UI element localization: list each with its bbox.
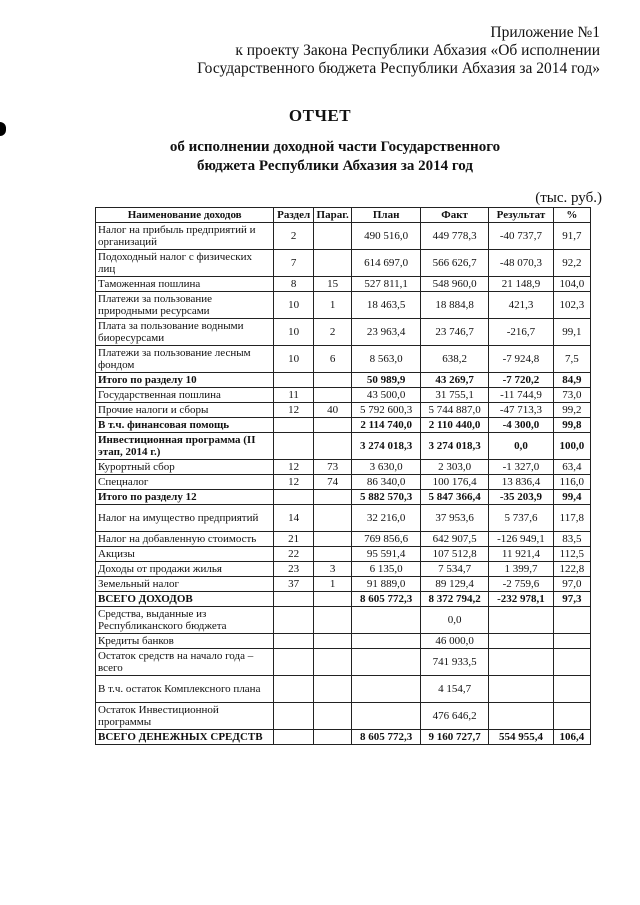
- cell-plan: 527 811,1: [352, 277, 420, 292]
- table-row: [96, 460, 591, 475]
- annex-line-3: Государственного бюджета Республики Абхазия за 2014 год»: [197, 60, 600, 77]
- cell-fact: 43 269,7: [420, 373, 488, 388]
- cell-fact: 638,2: [420, 346, 488, 373]
- units-label: (тыс. руб.): [535, 190, 602, 206]
- cell-razdel: [274, 649, 313, 676]
- cell-pct: 99,1: [553, 319, 590, 346]
- cell-result: 11 921,4: [489, 547, 553, 562]
- cell-result: 21 148,9: [489, 277, 553, 292]
- cell-razdel: [274, 634, 313, 649]
- cell-parag: [313, 388, 352, 403]
- cell-fact: 46 000,0: [420, 634, 488, 649]
- cell-pct: [553, 676, 590, 703]
- cell-pct: 63,4: [553, 460, 590, 475]
- cell-fact: 31 755,1: [420, 388, 488, 403]
- income-table: [95, 207, 591, 745]
- cell-parag: [313, 547, 352, 562]
- cell-pct: 7,5: [553, 346, 590, 373]
- cell-pct: 100,0: [553, 433, 590, 460]
- cell-razdel: [274, 592, 313, 607]
- cell-fact: 566 626,7: [420, 250, 488, 277]
- cell-result: [489, 703, 553, 730]
- cell-parag: [313, 649, 352, 676]
- table-row: [96, 277, 591, 292]
- cell-plan: 5 792 600,3: [352, 403, 420, 418]
- cell-pct: [553, 607, 590, 634]
- cell-pct: 99,4: [553, 490, 590, 505]
- col-header-razdel: Раздел: [274, 208, 313, 223]
- cell-razdel: 11: [274, 388, 313, 403]
- report-subtitle: [85, 138, 585, 176]
- table-row: [96, 505, 591, 532]
- cell-fact: 7 534,7: [420, 562, 488, 577]
- cell-name: Прочие налоги и сборы: [96, 403, 274, 418]
- cell-plan: 91 889,0: [352, 577, 420, 592]
- cell-pct: 83,5: [553, 532, 590, 547]
- cell-parag: [313, 373, 352, 388]
- cell-razdel: 23: [274, 562, 313, 577]
- table-row: [96, 346, 591, 373]
- col-header-fact: Факт: [420, 208, 488, 223]
- table-row: [96, 319, 591, 346]
- cell-fact: 741 933,5: [420, 649, 488, 676]
- cell-fact: 9 160 727,7: [420, 730, 488, 745]
- table-row: [96, 703, 591, 730]
- cell-plan: 86 340,0: [352, 475, 420, 490]
- cell-parag: 6: [313, 346, 352, 373]
- cell-pct: 73,0: [553, 388, 590, 403]
- cell-parag: [313, 223, 352, 250]
- cell-parag: [313, 592, 352, 607]
- cell-razdel: 21: [274, 532, 313, 547]
- cell-name: Кредиты банков: [96, 634, 274, 649]
- cell-parag: [313, 250, 352, 277]
- table-row: [96, 649, 591, 676]
- cell-razdel: 22: [274, 547, 313, 562]
- cell-parag: 15: [313, 277, 352, 292]
- cell-plan: 8 605 772,3: [352, 730, 420, 745]
- cell-result: -40 737,7: [489, 223, 553, 250]
- cell-result: -2 759,6: [489, 577, 553, 592]
- cell-plan: 43 500,0: [352, 388, 420, 403]
- cell-result: -7 924,8: [489, 346, 553, 373]
- cell-name: Подоходный налог с физических лиц: [96, 250, 274, 277]
- table-row: [96, 577, 591, 592]
- cell-name: Курортный сбор: [96, 460, 274, 475]
- cell-razdel: [274, 418, 313, 433]
- cell-plan: 6 135,0: [352, 562, 420, 577]
- annex-header: [197, 24, 600, 78]
- cell-fact: 642 907,5: [420, 532, 488, 547]
- cell-parag: 73: [313, 460, 352, 475]
- cell-parag: [313, 703, 352, 730]
- cell-plan: 8 563,0: [352, 346, 420, 373]
- cell-plan: 8 605 772,3: [352, 592, 420, 607]
- cell-result: 13 836,4: [489, 475, 553, 490]
- cell-fact: 449 778,3: [420, 223, 488, 250]
- cell-name: Итого по разделу 10: [96, 373, 274, 388]
- cell-parag: [313, 418, 352, 433]
- cell-pct: 112,5: [553, 547, 590, 562]
- table-row: [96, 730, 591, 745]
- cell-pct: 122,8: [553, 562, 590, 577]
- cell-name: Платежи за пользование лесным фондом: [96, 346, 274, 373]
- cell-parag: 2: [313, 319, 352, 346]
- cell-razdel: 7: [274, 250, 313, 277]
- table-row: [96, 547, 591, 562]
- cell-result: [489, 634, 553, 649]
- cell-pct: 106,4: [553, 730, 590, 745]
- cell-plan: [352, 703, 420, 730]
- cell-razdel: 2: [274, 223, 313, 250]
- cell-plan: 614 697,0: [352, 250, 420, 277]
- cell-razdel: 12: [274, 403, 313, 418]
- cell-name: Доходы от продажи жилья: [96, 562, 274, 577]
- cell-plan: 490 516,0: [352, 223, 420, 250]
- cell-razdel: 10: [274, 346, 313, 373]
- table-row: [96, 490, 591, 505]
- cell-name: Налог на добавленную стоимость: [96, 532, 274, 547]
- cell-result: -7 720,2: [489, 373, 553, 388]
- cell-razdel: [274, 607, 313, 634]
- cell-fact: 100 176,4: [420, 475, 488, 490]
- report-title: ОТЧЕТ: [288, 106, 352, 125]
- cell-plan: [352, 607, 420, 634]
- col-header-name: Наименование доходов: [96, 208, 274, 223]
- cell-fact: 3 274 018,3: [420, 433, 488, 460]
- cell-parag: [313, 607, 352, 634]
- cell-pct: 91,7: [553, 223, 590, 250]
- table-row: [96, 634, 591, 649]
- cell-razdel: 14: [274, 505, 313, 532]
- cell-pct: [553, 649, 590, 676]
- cell-result: 421,3: [489, 292, 553, 319]
- cell-razdel: 10: [274, 319, 313, 346]
- cell-pct: 117,8: [553, 505, 590, 532]
- cell-name: ВСЕГО ДОХОДОВ: [96, 592, 274, 607]
- cell-plan: 5 882 570,3: [352, 490, 420, 505]
- cell-name: Инвестиционная программа (II этап, 2014 г.): [96, 433, 274, 460]
- table-row: [96, 418, 591, 433]
- cell-plan: 769 856,6: [352, 532, 420, 547]
- table-row: [96, 403, 591, 418]
- cell-fact: 107 512,8: [420, 547, 488, 562]
- cell-result: [489, 607, 553, 634]
- cell-plan: 32 216,0: [352, 505, 420, 532]
- table-row: [96, 373, 591, 388]
- cell-parag: 40: [313, 403, 352, 418]
- subtitle-line-2: бюджета Республики Абхазия за 2014 год: [197, 158, 473, 174]
- cell-fact: 18 884,8: [420, 292, 488, 319]
- cell-plan: 95 591,4: [352, 547, 420, 562]
- cell-plan: 3 630,0: [352, 460, 420, 475]
- cell-fact: 8 372 794,2: [420, 592, 488, 607]
- cell-fact: 548 960,0: [420, 277, 488, 292]
- cell-pct: 92,2: [553, 250, 590, 277]
- cell-result: -126 949,1: [489, 532, 553, 547]
- cell-razdel: [274, 373, 313, 388]
- cell-fact: 2 303,0: [420, 460, 488, 475]
- cell-razdel: 10: [274, 292, 313, 319]
- cell-fact: 5 744 887,0: [420, 403, 488, 418]
- cell-name: Налог на прибыль предприятий и организаций: [96, 223, 274, 250]
- cell-razdel: [274, 676, 313, 703]
- cell-pct: 116,0: [553, 475, 590, 490]
- cell-result: -216,7: [489, 319, 553, 346]
- annex-line-2: к проекту Закона Республики Абхазия «Об исполнении: [235, 42, 600, 59]
- cell-plan: [352, 634, 420, 649]
- cell-result: 554 955,4: [489, 730, 553, 745]
- cell-fact: 23 746,7: [420, 319, 488, 346]
- cell-pct: 102,3: [553, 292, 590, 319]
- col-header-pct: %: [553, 208, 590, 223]
- cell-parag: [313, 433, 352, 460]
- cell-name: Итого по разделу 12: [96, 490, 274, 505]
- cell-parag: 74: [313, 475, 352, 490]
- cell-name: Плата за пользование водными биоресурсами: [96, 319, 274, 346]
- cell-name: ВСЕГО ДЕНЕЖНЫХ СРЕДСТВ: [96, 730, 274, 745]
- cell-razdel: 8: [274, 277, 313, 292]
- cell-result: 5 737,6: [489, 505, 553, 532]
- table-row: [96, 592, 591, 607]
- cell-fact: 0,0: [420, 607, 488, 634]
- cell-razdel: [274, 703, 313, 730]
- cell-razdel: 12: [274, 475, 313, 490]
- cell-result: -232 978,1: [489, 592, 553, 607]
- cell-parag: [313, 730, 352, 745]
- cell-plan: 23 963,4: [352, 319, 420, 346]
- table-row: [96, 676, 591, 703]
- cell-result: [489, 676, 553, 703]
- table-row: [96, 292, 591, 319]
- cell-pct: [553, 634, 590, 649]
- cell-result: -47 713,3: [489, 403, 553, 418]
- cell-fact: 5 847 366,4: [420, 490, 488, 505]
- cell-pct: 97,3: [553, 592, 590, 607]
- cell-plan: 3 274 018,3: [352, 433, 420, 460]
- table-row: [96, 607, 591, 634]
- cell-plan: 2 114 740,0: [352, 418, 420, 433]
- cell-parag: [313, 505, 352, 532]
- cell-result: -35 203,9: [489, 490, 553, 505]
- cell-name: Средства, выданные из Республиканского бюджета: [96, 607, 274, 634]
- cell-parag: [313, 490, 352, 505]
- table-row: [96, 475, 591, 490]
- table-header-row: [96, 208, 591, 223]
- annex-line-1: Приложение №1: [490, 24, 600, 41]
- cell-name: Налог на имущество предприятий: [96, 505, 274, 532]
- cell-result: -11 744,9: [489, 388, 553, 403]
- cell-result: -4 300,0: [489, 418, 553, 433]
- cell-name: Акцизы: [96, 547, 274, 562]
- cell-razdel: 12: [274, 460, 313, 475]
- table-row: [96, 388, 591, 403]
- cell-name: В т.ч. остаток Комплексного плана: [96, 676, 274, 703]
- subtitle-line-1: об исполнении доходной части Государственного: [169, 139, 501, 155]
- cell-name: Земельный налог: [96, 577, 274, 592]
- cell-parag: [313, 634, 352, 649]
- cell-pct: [553, 703, 590, 730]
- cell-pct: 104,0: [553, 277, 590, 292]
- cell-plan: 50 989,9: [352, 373, 420, 388]
- cell-name: Спецналог: [96, 475, 274, 490]
- cell-plan: 18 463,5: [352, 292, 420, 319]
- cell-parag: 1: [313, 577, 352, 592]
- cell-parag: [313, 532, 352, 547]
- table-row: [96, 250, 591, 277]
- cell-parag: 1: [313, 292, 352, 319]
- cell-name: Остаток средств на начало года – всего: [96, 649, 274, 676]
- cell-razdel: 37: [274, 577, 313, 592]
- cell-name: Остаток Инвестиционной программы: [96, 703, 274, 730]
- cell-razdel: [274, 490, 313, 505]
- cell-fact: 4 154,7: [420, 676, 488, 703]
- cell-pct: 97,0: [553, 577, 590, 592]
- cell-result: 1 399,7: [489, 562, 553, 577]
- cell-plan: [352, 676, 420, 703]
- cell-result: 0,0: [489, 433, 553, 460]
- cell-pct: 99,8: [553, 418, 590, 433]
- col-header-result: Результат: [489, 208, 553, 223]
- cell-result: [489, 649, 553, 676]
- table-row: [96, 532, 591, 547]
- col-header-parag: Параг.: [313, 208, 352, 223]
- cell-name: Государственная пошлина: [96, 388, 274, 403]
- cell-result: -48 070,3: [489, 250, 553, 277]
- table-row: [96, 223, 591, 250]
- cell-fact: 89 129,4: [420, 577, 488, 592]
- cell-parag: 3: [313, 562, 352, 577]
- col-header-plan: План: [352, 208, 420, 223]
- cell-razdel: [274, 730, 313, 745]
- cell-pct: 84,9: [553, 373, 590, 388]
- cell-fact: 37 953,6: [420, 505, 488, 532]
- table-row: [96, 433, 591, 460]
- cell-fact: 476 646,2: [420, 703, 488, 730]
- cell-name: Платежи за пользование природными ресурсами: [96, 292, 274, 319]
- cell-name: В т.ч. финансовая помощь: [96, 418, 274, 433]
- cell-razdel: [274, 433, 313, 460]
- cell-pct: 99,2: [553, 403, 590, 418]
- table-row: [96, 562, 591, 577]
- cell-name: Таможенная пошлина: [96, 277, 274, 292]
- cell-fact: 2 110 440,0: [420, 418, 488, 433]
- cell-plan: [352, 649, 420, 676]
- cell-parag: [313, 676, 352, 703]
- table-body: [96, 223, 591, 745]
- cell-result: -1 327,0: [489, 460, 553, 475]
